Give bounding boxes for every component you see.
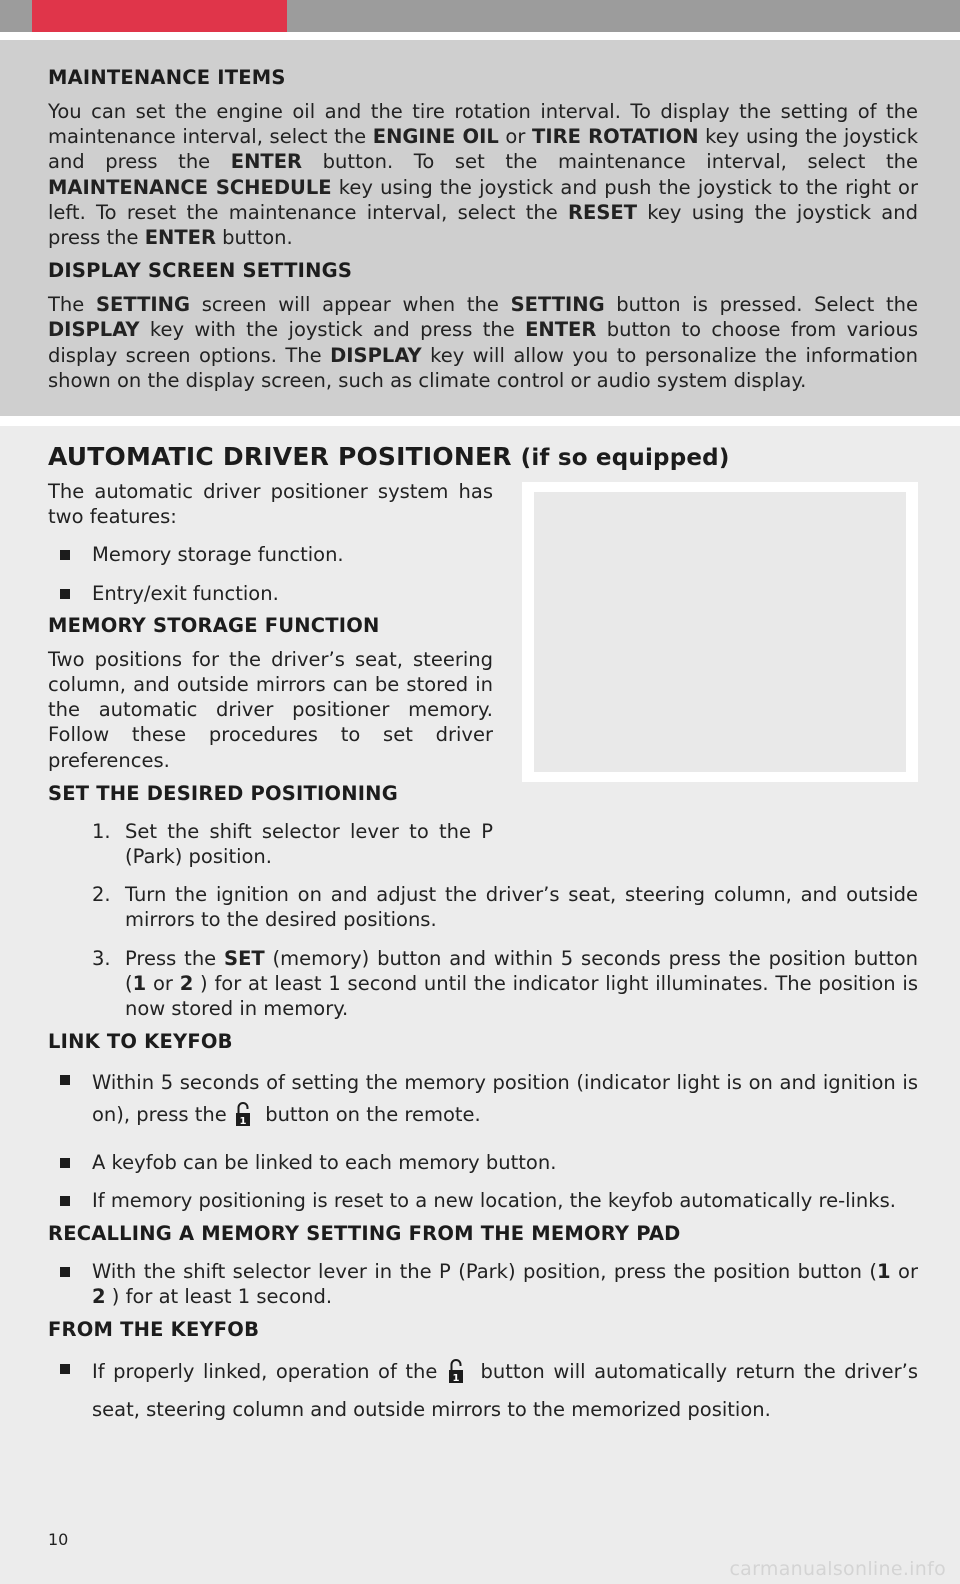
link-keyfob-heading: LINK TO KEYFOB (48, 1030, 233, 1054)
recall-keyfob-item: If properly linked, operation of the 1 button will automatically return the driver’s seat, steering column and outside mirrors to the memorized position. (48, 1356, 918, 1426)
display-settings-heading: DISPLAY SCREEN SETTINGS (48, 259, 353, 283)
watermark: carmanualsonline.info (729, 1558, 946, 1580)
unlock-1-icon (235, 1101, 251, 1137)
keyfob-item: Within 5 seconds of setting the memory position (indicator light is on and ignition is on), press the 1 button on the remote. (48, 1067, 918, 1137)
maintenance-heading: MAINTENANCE ITEMS (48, 66, 286, 89)
memory-storage-text: Two positions for the driver’s seat, steering column, and outside mirrors can be stored in the automatic driver positioner memory. Follow these procedures to set driver preferences. (48, 647, 493, 772)
adp-intro: The automatic driver positioner system has two features: (48, 480, 493, 529)
svg-text:1: 1 (452, 1373, 460, 1385)
main-content (48, 440, 918, 1426)
step-item: 2. Turn the ignition on and adjust the driver’s seat, steering column, and outside mirrors to the desired positions. (92, 883, 918, 932)
step-item: 3. Press the SET (memory) button and within 5 seconds press the position button (1 or 2 ) for at least 1 second until the indicator light illuminates. The position is now stored in memory. (92, 946, 918, 1021)
memory-storage-heading: MEMORY STORAGE FUNCTION (48, 613, 380, 637)
step-item: 1. Set the shift selector lever to the P (Park) position. (92, 819, 493, 869)
from-keyfob-heading: FROM THE KEYFOB (48, 1318, 260, 1342)
feature-item: Memory storage function. (48, 542, 493, 567)
page-number: 10 (48, 1530, 69, 1549)
keyfob-item: A keyfob can be linked to each memory button. (48, 1150, 918, 1175)
top-band (0, 0, 960, 32)
keyfob-item: If memory positioning is reset to a new location, the keyfob automatically re-links. (48, 1188, 918, 1213)
svg-text:1: 1 (239, 1116, 247, 1128)
top-divider (0, 32, 960, 40)
section-divider (0, 416, 960, 426)
section-tab-accent (32, 0, 287, 32)
recall-pad-heading: RECALLING A MEMORY SETTING FROM THE MEMORY PAD (48, 1221, 681, 1245)
adp-title: AUTOMATIC DRIVER POSITIONER (if so equipped) (48, 442, 730, 471)
set-positioning-heading: SET THE DESIRED POSITIONING (48, 781, 398, 805)
maintenance-text: You can set the engine oil and the tire rotation interval. To display the setting of the maintenance interval, select the ENGINE OIL or TIRE ROTATION key using the joystick and press the ENTER button. To set the maintenance interval, select the MAINTENANCE SCHEDULE key using the joystick and push the joystick to the right or left. To reset the maintenance interval, select the RESET key using the joystick and press the ENTER button. (48, 100, 919, 250)
info-box (0, 40, 960, 416)
unlock-1-icon (448, 1358, 464, 1394)
recall-item: With the shift selector lever in the P (Park) position, press the position button (1 or 2 ) for at least 1 second. (48, 1259, 918, 1309)
display-settings-text: The SETTING screen will appear when the SETTING button is pressed. Select the DISPLAY key with the joystick and press the ENTER button to choose from various display screen options. The DISPLAY key will allow you to personalize the information shown on the display screen, such as climate control or audio system display. (48, 293, 919, 392)
feature-item: Entry/exit function. (48, 581, 493, 606)
